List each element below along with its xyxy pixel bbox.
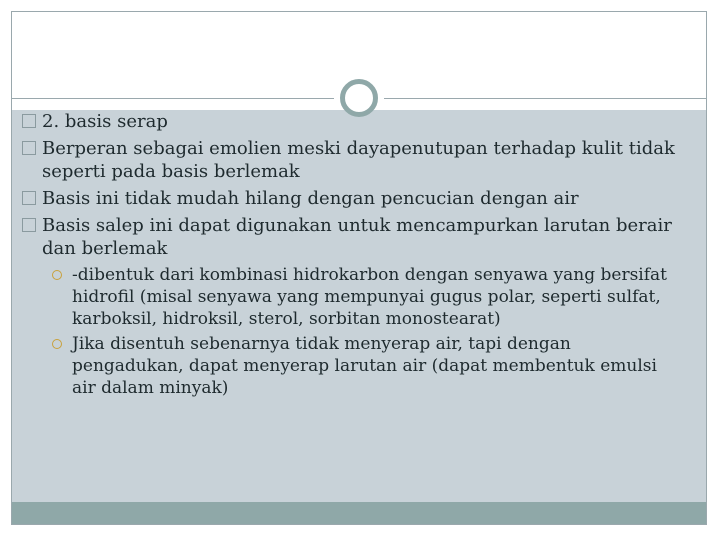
bullet-item	[22, 137, 682, 183]
box-bullet-icon	[22, 114, 36, 128]
divider-line-right	[384, 98, 706, 99]
box-bullet-icon	[22, 218, 36, 232]
sub-bullet-text: Jika disentuh sebenarnya tidak menyerap air, tapi dengan pengadukan, dapat menyerap larutan air (dapat membentuk emulsi air dalam minyak)	[72, 334, 657, 398]
bullet-text: Berperan sebagai emolien meski dayapenutupan terhadap kulit tidak seperti pada basis berlemak	[42, 138, 675, 182]
ring-bullet-icon	[52, 270, 62, 280]
bullet-item	[22, 110, 682, 133]
box-bullet-icon	[22, 141, 36, 155]
sub-bullet-item	[52, 333, 682, 399]
bullet-text: Basis ini tidak mudah hilang dengan pencucian dengan air	[42, 188, 579, 209]
bullet-item	[22, 214, 682, 260]
bullet-text: Basis salep ini dapat digunakan untuk mencampurkan larutan berair dan berlemak	[42, 215, 672, 259]
bullet-list	[22, 110, 682, 402]
bullet-text: 2. basis serap	[42, 111, 168, 132]
slide-footer-bar	[12, 502, 706, 524]
box-bullet-icon	[22, 191, 36, 205]
sub-bullet-text: -dibentuk dari kombinasi hidrokarbon dengan senyawa yang bersifat hidrofil (misal senyawa yang mempunyai gugus polar, seperti sulfat, karboksil, hidroksil, sterol, sorbitan monostearat)	[72, 265, 667, 329]
bullet-item	[22, 187, 682, 210]
ring-bullet-icon	[52, 339, 62, 349]
sub-bullet-item	[52, 264, 682, 330]
divider-line-left	[12, 98, 334, 99]
